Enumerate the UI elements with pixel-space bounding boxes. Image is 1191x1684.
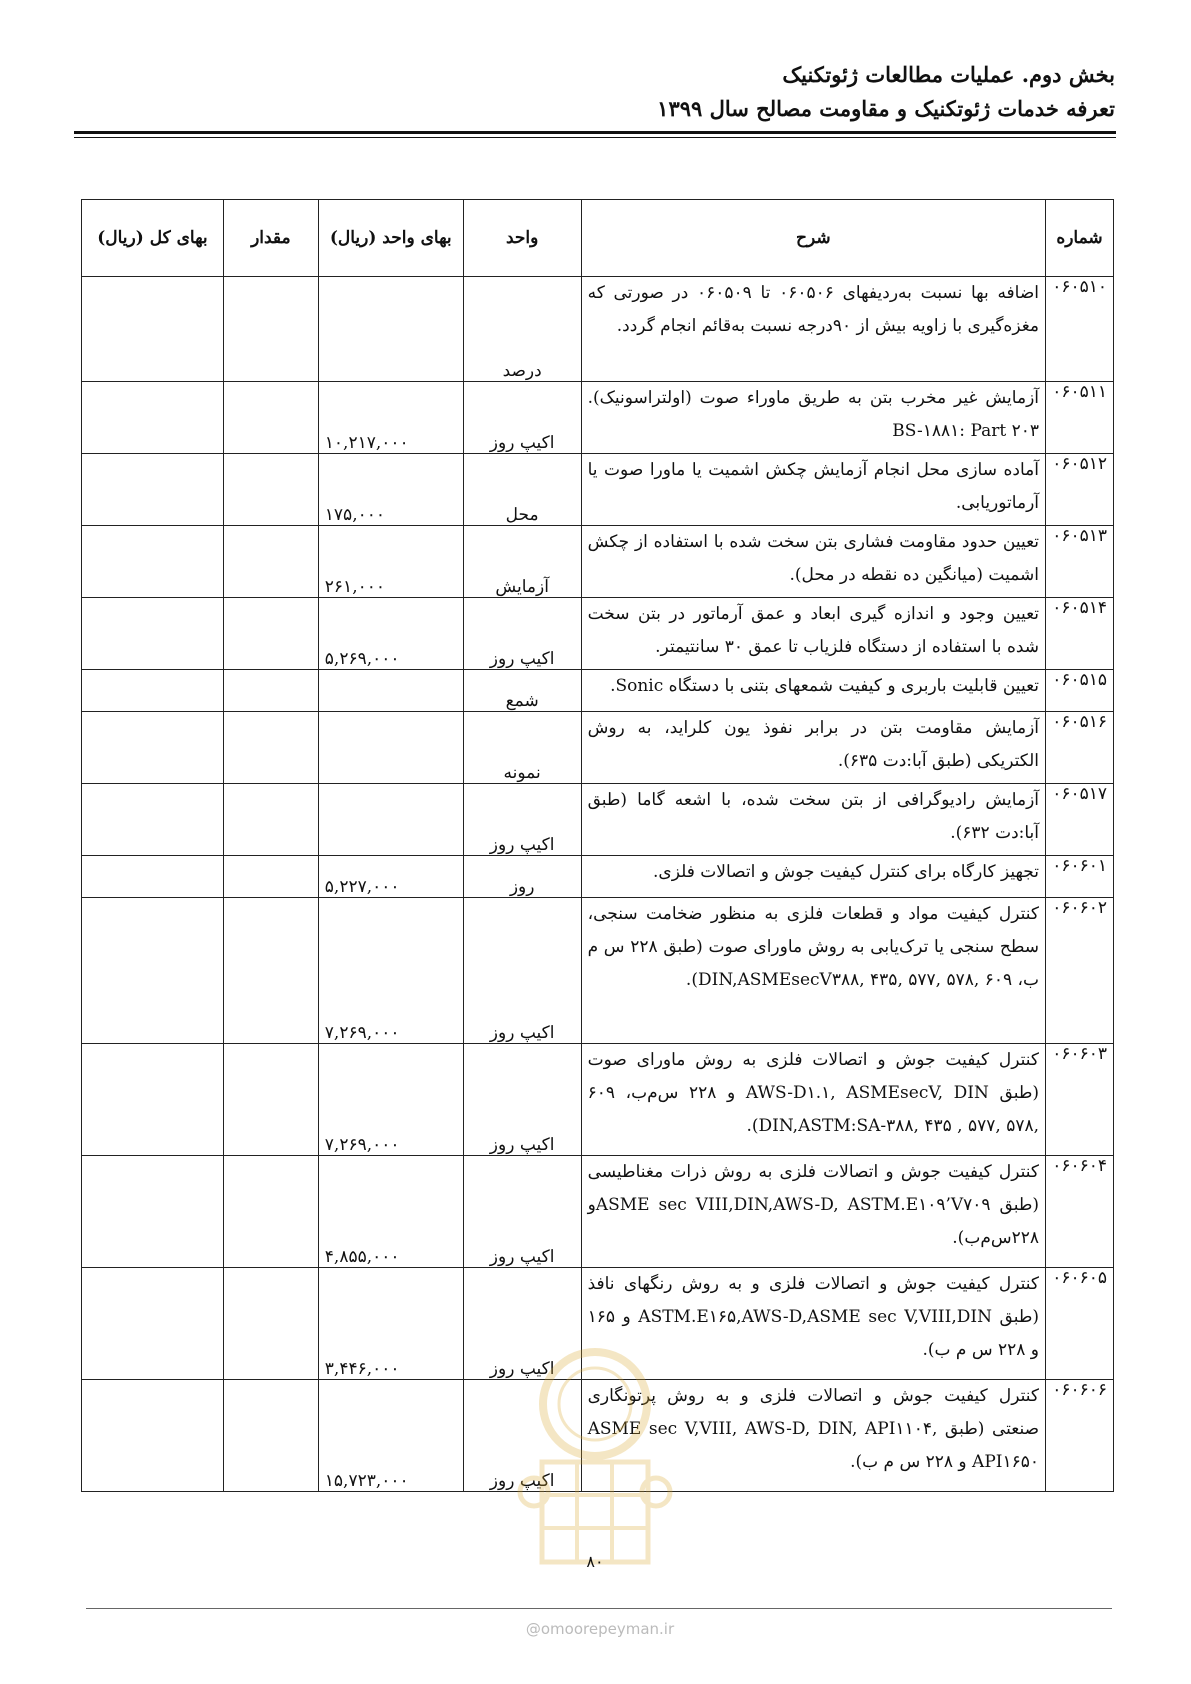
row-total-price <box>82 454 224 526</box>
row-unit-price: ۴,۸۵۵,۰۰۰ <box>318 1156 463 1268</box>
row-quantity <box>223 784 318 856</box>
row-code: ۰۶۰۶۰۶ <box>1046 1380 1114 1492</box>
row-quantity <box>223 670 318 712</box>
row-description: تجهیز کارگاه برای کنترل کیفیت جوش و اتصالات فلزی. <box>581 856 1045 898</box>
row-quantity <box>223 598 318 670</box>
row-unit: آزمایش <box>463 526 581 598</box>
row-quantity <box>223 1380 318 1492</box>
tariff-table <box>81 199 1114 1492</box>
row-description: تعیین قابلیت باربری و کیفیت شمعهای بتنی با دستگاه Sonic. <box>581 670 1045 712</box>
header-rule-thick <box>74 131 1116 134</box>
row-unit: اکیپ روز <box>463 598 581 670</box>
row-description: تعیین حدود مقاومت فشاری بتن سخت شده با استفاده از چکش اشمیت (میانگین ده نقطه در محل). <box>581 526 1045 598</box>
row-unit: اکیپ روز <box>463 382 581 454</box>
section-title: بخش دوم. عملیات مطالعات ژئوتکنیک <box>782 62 1115 87</box>
row-unit: روز <box>463 856 581 898</box>
table-row <box>82 598 1114 670</box>
row-total-price <box>82 277 224 382</box>
row-quantity <box>223 1044 318 1156</box>
row-code: ۰۶۰۶۰۲ <box>1046 898 1114 1044</box>
row-unit: اکیپ روز <box>463 898 581 1044</box>
row-code: ۰۶۰۶۰۳ <box>1046 1044 1114 1156</box>
row-description: کنترل کیفیت جوش و اتصالات فلزی و به روش پرتونگاری صنعتی (طبق ASME sec V,VIII, AWS-D, DIN, API۱۱۰۴, API۱۶۵۰ و ۲۲۸ س م ب). <box>581 1380 1045 1492</box>
footer-brand: @omoorepeyman.ir <box>525 1620 675 1638</box>
row-description: کنترل کیفیت جوش و اتصالات فلزی و به روش رنگهای نافذ (طبق ASTM.E۱۶۵,AWS-D,ASME sec V,VIII,DIN و ۱۶۵ و ۲۲۸ س م ب). <box>581 1268 1045 1380</box>
page-header <box>75 58 1115 126</box>
table-row <box>82 277 1114 382</box>
row-unit-price: ۱۰,۲۱۷,۰۰۰ <box>318 382 463 454</box>
row-code: ۰۶۰۵۱۴ <box>1046 598 1114 670</box>
row-code: ۰۶۰۶۰۱ <box>1046 856 1114 898</box>
row-quantity <box>223 1268 318 1380</box>
row-unit: اکیپ روز <box>463 1044 581 1156</box>
column-header-quantity: مقدار <box>223 200 318 277</box>
row-total-price <box>82 598 224 670</box>
row-code: ۰۶۰۵۱۳ <box>1046 526 1114 598</box>
row-unit-price: ۵,۲۲۷,۰۰۰ <box>318 856 463 898</box>
row-code: ۰۶۰۶۰۴ <box>1046 1156 1114 1268</box>
row-quantity <box>223 526 318 598</box>
row-description: کنترل کیفیت جوش و اتصالات فلزی به روش ذرات مغناطیسی (طبق ASME sec VIII,DIN,AWS-D, ASTM.E۱۰۹’V۷۰۹و ۲۲۸س‌م‌ب). <box>581 1156 1045 1268</box>
row-code: ۰۶۰۵۱۷ <box>1046 784 1114 856</box>
table-row <box>82 382 1114 454</box>
table-row <box>82 898 1114 1044</box>
row-unit-price: ۷,۲۶۹,۰۰۰ <box>318 898 463 1044</box>
column-header-description: شرح <box>581 200 1045 277</box>
header-rule-thin <box>74 137 1116 138</box>
row-unit-price <box>318 712 463 784</box>
row-unit: محل <box>463 454 581 526</box>
row-quantity <box>223 277 318 382</box>
table-row <box>82 526 1114 598</box>
table-row <box>82 1156 1114 1268</box>
table-row <box>82 1044 1114 1156</box>
row-code: ۰۶۰۵۱۰ <box>1046 277 1114 382</box>
row-total-price <box>82 1044 224 1156</box>
row-description: آماده سازی محل انجام آزمایش چکش اشمیت یا ماورا صوت یا آرماتوریابی. <box>581 454 1045 526</box>
row-unit: درصد <box>463 277 581 382</box>
row-description: آزمایش مقاومت بتن در برابر نفوذ یون کلراید، به روش الکتریکی (طبق آبا:دت ۶۳۵). <box>581 712 1045 784</box>
row-total-price <box>82 712 224 784</box>
row-unit: اکیپ روز <box>463 784 581 856</box>
row-total-price <box>82 670 224 712</box>
table-row <box>82 712 1114 784</box>
row-description: تعیین وجود و اندازه گیری ابعاد و عمق آرماتور در بتن سخت شده با استفاده از دستگاه فلزیاب تا عمق ۳۰ سانتیمتر. <box>581 598 1045 670</box>
row-code: ۰۶۰۵۱۱ <box>1046 382 1114 454</box>
table-header-row <box>82 200 1114 277</box>
row-unit: نمونه <box>463 712 581 784</box>
row-unit-price: ۷,۲۶۹,۰۰۰ <box>318 1044 463 1156</box>
row-code: ۰۶۰۵۱۲ <box>1046 454 1114 526</box>
row-quantity <box>223 898 318 1044</box>
row-unit-price <box>318 784 463 856</box>
row-description: کنترل کیفیت مواد و قطعات فلزی به منظور ضخامت سنجی، سطح سنجی یا ترک‌یابی به روش ماورای صوت (طبق ۲۲۸ س م ب، ۶۰۹ ,۵۷۸ ,۵۷۷ ,۴۳۵ ,DIN,ASMEsecV۳۸۸). <box>581 898 1045 1044</box>
document-title: تعرفه خدمات ژئوتکنیک و مقاومت مصالح سال ۱۳۹۹ <box>657 96 1115 121</box>
table-row <box>82 454 1114 526</box>
table-row <box>82 1268 1114 1380</box>
column-header-total-price: بهای کل (ریال) <box>82 200 224 277</box>
row-code: ۰۶۰۵۱۶ <box>1046 712 1114 784</box>
row-total-price <box>82 856 224 898</box>
row-description: اضافه بها نسبت به‌ردیفهای ۰۶۰۵۰۶ تا ۰۶۰۵۰۹ در صورتی که مغزه‌گیری با زاویه بیش از ۹۰درجه نسبت به‌قائم انجام گردد. <box>581 277 1045 382</box>
row-total-price <box>82 784 224 856</box>
table-row <box>82 1380 1114 1492</box>
footer-rule <box>86 1608 1112 1609</box>
table-row <box>82 784 1114 856</box>
row-unit-price: ۵,۲۶۹,۰۰۰ <box>318 598 463 670</box>
row-total-price <box>82 898 224 1044</box>
row-total-price <box>82 1380 224 1492</box>
row-description: کنترل کیفیت جوش و اتصالات فلزی به روش ماورای صوت (طبق AWS-D۱.۱, ASMEsecV, DIN و ۲۲۸ س‌م‌ب، ۶۰۹ ,۵۷۸ ,۵۷۷ , ۴۳۵ ,DIN,ASTM:SA-۳۸۸). <box>581 1044 1045 1156</box>
row-unit: اکیپ روز <box>463 1268 581 1380</box>
row-description: آزمایش رادیوگرافی از بتن سخت شده، با اشعه گاما (طبق آبا:دت ۶۳۲). <box>581 784 1045 856</box>
column-header-code: شماره <box>1046 200 1114 277</box>
table-row <box>82 670 1114 712</box>
page-number: ۸۰ <box>586 1552 604 1571</box>
row-quantity <box>223 856 318 898</box>
row-total-price <box>82 1268 224 1380</box>
row-unit-price <box>318 670 463 712</box>
row-code: ۰۶۰۶۰۵ <box>1046 1268 1114 1380</box>
row-unit: شمع <box>463 670 581 712</box>
row-unit: اکیپ روز <box>463 1380 581 1492</box>
column-header-unit: واحد <box>463 200 581 277</box>
row-unit-price: ۱۷۵,۰۰۰ <box>318 454 463 526</box>
row-description: آزمایش غیر مخرب بتن به طریق ماوراء صوت (اولتراسونیک). BS-۱۸۸۱: Part ۲۰۳ <box>581 382 1045 454</box>
row-total-price <box>82 1156 224 1268</box>
row-unit-price: ۳,۴۴۶,۰۰۰ <box>318 1268 463 1380</box>
row-unit: اکیپ روز <box>463 1156 581 1268</box>
row-unit-price: ۲۶۱,۰۰۰ <box>318 526 463 598</box>
row-quantity <box>223 454 318 526</box>
row-total-price <box>82 526 224 598</box>
row-quantity <box>223 1156 318 1268</box>
table-row <box>82 856 1114 898</box>
row-quantity <box>223 382 318 454</box>
row-code: ۰۶۰۵۱۵ <box>1046 670 1114 712</box>
row-unit-price: ۱۵,۷۲۳,۰۰۰ <box>318 1380 463 1492</box>
row-unit-price <box>318 277 463 382</box>
row-quantity <box>223 712 318 784</box>
column-header-unit-price: بهای واحد (ریال) <box>318 200 463 277</box>
row-total-price <box>82 382 224 454</box>
